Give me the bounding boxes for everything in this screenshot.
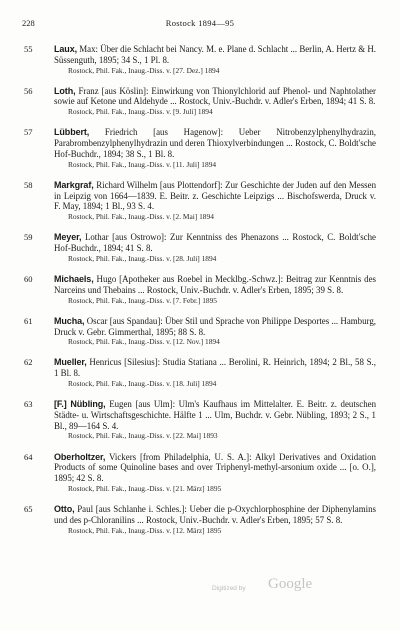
entry-note: Rostock, Phil. Fak., Inaug.-Diss. v. [27. Dez.] 1894	[68, 65, 220, 75]
entry-author-name: Oberholtzer,	[54, 451, 106, 462]
entry-number: 60	[24, 274, 33, 285]
entry-number: 57	[24, 127, 33, 138]
bibliography-entry	[24, 86, 376, 117]
entry-author-name: Michaels,	[54, 274, 94, 285]
bibliography-entry	[24, 180, 376, 222]
page-number: 228	[22, 18, 35, 28]
bibliography-entry	[24, 316, 376, 347]
entry-number: 63	[24, 399, 33, 410]
digitization-watermark	[0, 576, 400, 598]
entry-text: Hugo [Apotheker aus Roebel in Mecklbg.-Schwz.]: Beitrag zur Kenntnis des Narceins und Thebains ... Rostock, Univ.-Buchdr. v. Adler's Erben, 1895; 39 S. 8.	[54, 274, 376, 295]
entry-note: Rostock, Phil. Fak., Inaug.-Diss. v. [2. Mai] 1894	[68, 212, 214, 222]
entry-author-name: Markgraf,	[54, 179, 94, 190]
bibliography-entry	[24, 274, 376, 305]
page-header	[22, 18, 378, 30]
entry-note: Rostock, Phil. Fak., Inaug.-Diss. v. [11. Juli] 1894	[68, 159, 217, 169]
entry-author-name: Loth,	[54, 85, 76, 96]
entry-author-name: [F.] Nübling,	[54, 399, 106, 410]
entry-text: Vickers [from Philadelphia, U. S. A.]: Alkyl Derivatives and Oxidation Products of some Quinoline bases and over Triphenyl-methyl-arsonium oxide ... [o. O.], 1895; 42 S. 8.	[54, 451, 376, 484]
digitized-by-text: Digitized by	[212, 585, 246, 592]
bibliography-entries	[24, 44, 376, 546]
entry-author-name: Laux,	[54, 44, 78, 54]
entry-citation	[54, 180, 376, 212]
entry-note: Rostock, Phil. Fak., Inaug.-Diss. v. [18. Juli] 1894	[68, 379, 217, 388]
entry-note: Rostock, Phil. Fak., Inaug.-Diss. v. [28. Juli] 1894	[68, 253, 217, 263]
entry-text: Paul [aus Schlanhe i. Schles.]: Ueber die p-Oxychlorphosphine der Diphenylamins und des p-Chloranilins ... Rostock, Univ.-Buchdr. v. Adler's Erben, 1895; 57 S. 8.	[54, 504, 377, 525]
bibliography-entry	[24, 232, 376, 263]
entry-note: Rostock, Phil. Fak., Inaug.-Diss. v. [21. März] 1895	[68, 483, 222, 493]
entry-citation	[54, 452, 376, 484]
bibliography-entry	[24, 357, 376, 388]
entry-number: 55	[24, 44, 33, 54]
entry-citation	[54, 399, 376, 431]
bibliography-entry	[24, 452, 376, 494]
entry-text: Lothar [aus Ostrowo]: Zur Kenntniss des Phenazons ... Rostock, C. Boldt'sche Hof-Buchdr., 1894; 41 S. 8.	[54, 232, 376, 254]
bibliography-entry	[24, 399, 376, 441]
entry-author-name: Mucha,	[54, 315, 85, 326]
bibliography-entry	[24, 44, 376, 75]
running-title: Rostock 1894—95	[165, 18, 235, 28]
entry-citation	[54, 86, 376, 108]
entry-number: 61	[24, 315, 33, 326]
entry-number: 59	[24, 232, 33, 243]
bibliography-entry	[24, 504, 376, 535]
entry-text: Eugen [aus Ulm]: Ulm's Kaufhaus im Mittelalter. E. Beitr. z. deutschen Städte- u. Wirtschaftsgeschichte. Hälfte 1 ... Ulm, Buchdr. v. Gebr. Nübling, 1893; 2 S., 1 Bl., 89—164 S. 4.	[54, 399, 377, 431]
entry-citation	[54, 127, 376, 159]
entry-author-name: Lübbert,	[54, 127, 90, 138]
entry-number: 58	[24, 179, 33, 190]
entry-text: Richard Wilhelm [aus Plottendorf]: Zur Geschichte der Juden auf den Messen in Leipzig von 1664—1839. E. Beitr. z. Geschichte Leipzigs ... Bischofswerda, Druck v. F. May, 1894; 1 Bl., 93 S. 4.	[54, 179, 377, 212]
entry-citation	[54, 316, 376, 338]
entry-citation	[54, 504, 376, 526]
entry-text: Friedrich [aus Hagenow]: Ueber Nitrobenzylphenylhydrazin, Parabrombenzylphenylhydrazin und deren Thioxylverbindungen ... Rostock, C. Boldt'sche Hof-Buchdr., 1894; 38 S., 1 Bl. 8.	[54, 127, 377, 159]
entry-author-name: Meyer,	[54, 232, 82, 243]
entry-number: 64	[24, 451, 33, 462]
entry-citation	[54, 44, 376, 66]
entry-number: 56	[24, 85, 33, 96]
entry-text: Oscar [aus Spandau]: Über Stil und Sprache von Philippe Desportes ... Hamburg, Druck v. Gebr. Gimmerthal, 1895; 88 S. 8.	[54, 315, 377, 337]
entry-citation	[54, 274, 376, 296]
entry-number: 65	[24, 504, 33, 515]
entry-note: Rostock, Phil. Fak., Inaug.-Diss. v. [7. Febr.] 1895	[68, 295, 217, 305]
entry-number: 62	[24, 357, 33, 368]
entry-author-name: Mueller,	[54, 357, 87, 368]
entry-note: Rostock, Phil. Fak., Inaug.-Diss. v. [9. Juli] 1894	[68, 107, 213, 117]
entry-text: Max: Über die Schlacht bei Nancy. M. e. Plane d. Schlacht ... Berlin, A. Hertz & H. Süssenguth, 1895; 34 S., 1 Pl. 8.	[54, 44, 376, 65]
entry-note: Rostock, Phil. Fak., Inaug.-Diss. v. [12. März] 1895	[68, 525, 222, 535]
entry-citation	[54, 357, 376, 379]
entry-note: Rostock, Phil. Fak., Inaug.-Diss. v. [22. Mai] 1893	[68, 431, 218, 441]
bibliography-entry	[24, 127, 376, 169]
entry-text: Franz [aus Köslin]: Einwirkung von Thionylchlorid auf Phenol- und Naphtolather sowie auf Ketone und Aldehyde ... Rostock, Univ.-Buchdr. v. Adler's Erben, 1894; 41 S. 8.	[54, 85, 376, 107]
google-logo-text: Google	[268, 576, 313, 592]
entry-text: Henricus [Silesius]: Studia Statiana ... Berolini, R. Heinrich, 1894; 2 Bl., 58 S., 1 Bl. 8.	[54, 357, 376, 379]
entry-note: Rostock, Phil. Fak., Inaug.-Diss. v. [12. Nov.] 1894	[68, 337, 220, 347]
entry-author-name: Otto,	[54, 504, 75, 515]
entry-citation	[54, 232, 376, 254]
